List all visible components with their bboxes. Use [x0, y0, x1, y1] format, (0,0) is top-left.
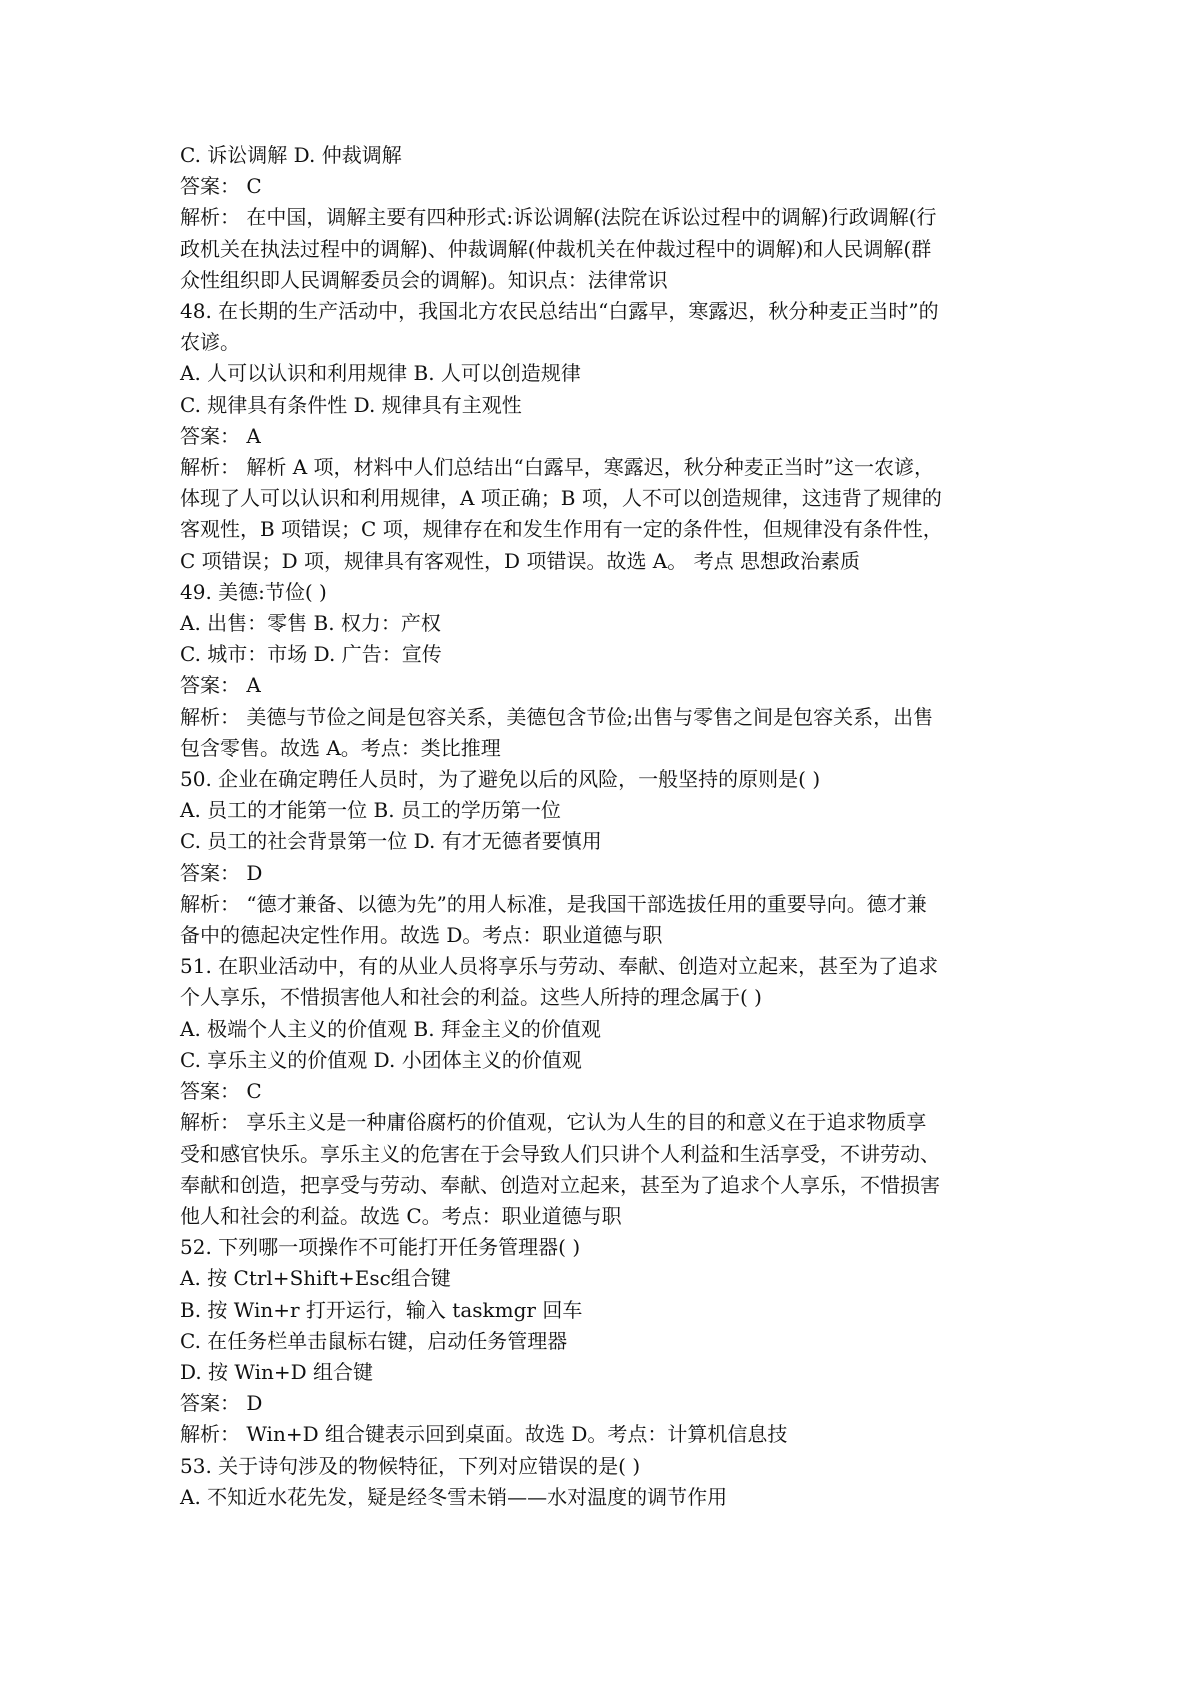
text-line: C. 城市：市场 D. 广告：宣传 — [180, 642, 442, 667]
text-line: A. 极端个人主义的价值观 B. 拜金主义的价值观 — [180, 1016, 601, 1041]
text-line: C. 员工的社会背景第一位 D. 有才无德者要慎用 — [180, 829, 602, 854]
text-line: 农谚。 — [180, 330, 240, 355]
text-line: A. 出售：零售 B. 权力：产权 — [180, 611, 441, 636]
text-line: A. 员工的才能第一位 B. 员工的学历第一位 — [180, 798, 561, 823]
text-line: 个人享乐，不惜损害他人和社会的利益。这些人所持的理念属于( ) — [180, 985, 762, 1010]
text-line: C. 规律具有条件性 D. 规律具有主观性 — [180, 392, 522, 417]
text-line: 49. 美德:节俭( ) — [180, 579, 327, 604]
text-line: 受和感官快乐。享乐主义的危害在于会导致人们只讲个人利益和生活享受，不讲劳动、 — [180, 1141, 940, 1166]
text-line: C. 诉讼调解 D. 仲裁调解 — [180, 143, 402, 167]
text-line: 体现了人可以认识和利用规律，A 项正确；B 项，人不可以创造规律，这违背了规律的 — [180, 486, 942, 511]
text-line: 答案： D — [180, 860, 263, 885]
text-line: 解析： 解析 A 项，材料中人们总结出“白露早，寒露迟，秋分种麦正当时”这一农谚， — [180, 455, 934, 480]
text-line: 解析： Win+D 组合键表示回到桌面。故选 D。考点：计算机信息技 — [180, 1422, 788, 1447]
text-line: 客观性，B 项错误；C 项，规律存在和发生作用有一定的条件性，但规律没有条件性， — [180, 517, 943, 542]
text-line: A. 人可以认识和利用规律 B. 人可以创造规律 — [180, 361, 581, 386]
text-line: A. 不知近水花先发，疑是经冬雪未销——水对温度的调节作用 — [180, 1484, 728, 1509]
text-line: D. 按 Win+D 组合键 — [180, 1359, 374, 1384]
text-line: 解析： 享乐主义是一种庸俗腐朽的价值观，它认为人生的目的和意义在于追求物质享 — [180, 1110, 927, 1135]
text-line: A. 按 Ctrl+Shift+Esc组合键 — [180, 1266, 451, 1291]
text-line: C 项错误；D 项，规律具有客观性，D 项错误。故选 A。 考点 思想政治素质 — [180, 548, 860, 573]
text-line: 包含零售。故选 A。考点：类比推理 — [180, 735, 501, 760]
text-line: C. 享乐主义的价值观 D. 小团体主义的价值观 — [180, 1047, 582, 1072]
text-line: 50. 企业在确定聘任人员时，为了避免以后的风险，一般坚持的原则是( ) — [180, 767, 821, 792]
text-line: 答案： A — [180, 673, 261, 698]
text-line: 他人和社会的利益。故选 C。考点：职业道德与职 — [180, 1203, 622, 1228]
text-line: 52. 下列哪一项操作不可能打开任务管理器( ) — [180, 1235, 581, 1260]
text-line: 备中的德起决定性作用。故选 D。考点：职业道德与职 — [180, 923, 663, 948]
text-line: 政机关在执法过程中的调解)、仲裁调解(仲裁机关在仲裁过程中的调解)和人民调解(群 — [180, 236, 932, 261]
text-line: 答案： C — [180, 174, 262, 199]
page-content — [180, 140, 1060, 1513]
text-line: 答案： A — [180, 423, 261, 448]
text-line: 解析： “德才兼备、以德为先”的用人标准，是我国干部选拔任用的重要导向。德才兼 — [180, 891, 927, 916]
text-line: 答案： D — [180, 1391, 263, 1416]
text-line: 51. 在职业活动中，有的从业人员将享乐与劳动、奉献、创造对立起来，甚至为了追求 — [180, 954, 939, 979]
text-line: 奉献和创造，把享受与劳动、奉献、创造对立起来，甚至为了追求个人享乐，不惜损害 — [180, 1172, 940, 1197]
text-line: B. 按 Win+r 打开运行，输入 taskmgr 回车 — [180, 1297, 583, 1322]
text-line: 48. 在长期的生产活动中，我国北方农民总结出“白露早，寒露迟，秋分种麦正当时”的 — [180, 299, 939, 324]
text-line: 众性组织即人民调解委员会的调解)。知识点：法律常识 — [180, 267, 668, 292]
text-line: 53. 关于诗句涉及的物候特征，下列对应错误的是( ) — [180, 1453, 641, 1478]
text-line: C. 在任务栏单击鼠标右键，启动任务管理器 — [180, 1328, 568, 1353]
text-line: 答案： C — [180, 1079, 262, 1104]
text-line: 解析： 在中国，调解主要有四种形式:诉讼调解(法院在诉讼过程中的调解)行政调解(行 — [180, 205, 937, 230]
text-line: 解析： 美德与节俭之间是包容关系，美德包含节俭;出售与零售之间是包容关系，出售 — [180, 704, 934, 729]
